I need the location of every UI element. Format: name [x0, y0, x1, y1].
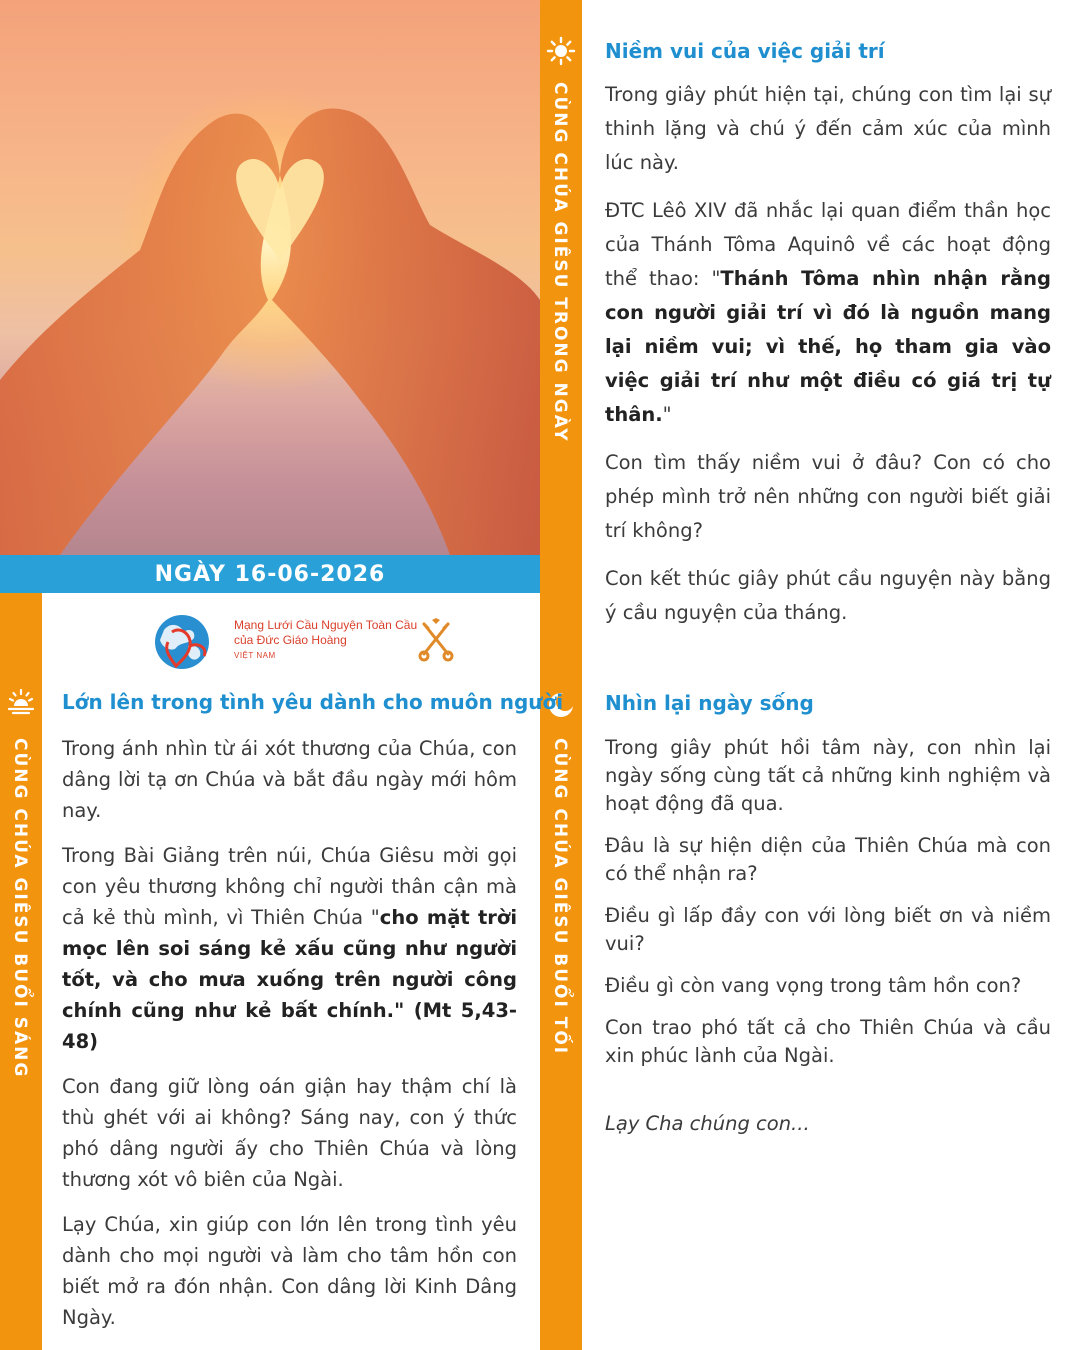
sun-icon: [546, 36, 576, 66]
morning-paragraph-2: Trong Bài Giảng trên núi, Chúa Giêsu mời gọi con yêu thương không chỉ người thân cận mà cả kẻ thù mình, vì Thiên Chúa "cho mặt trời mọc lên soi sáng kẻ xấu cũng như người tốt, và cho mưa xuống trên người công chính cũng như kẻ bất chính." (Mt 5,43-48): [62, 844, 518, 1053]
morning-reference: (Mt 5,43-48): [62, 999, 517, 1053]
evening-paragraph-1: Trong giây phút hồi tâm này, con nhìn lại ngày sống cùng tất cả những kinh nghiệm và hoạt động đã qua.: [605, 736, 1051, 815]
logo-line-1: Mạng Lưới Cầu Nguyện Toàn Cầu: [234, 618, 418, 632]
day-paragraph-1: Trong giây phút hiện tại, chúng con tìm lại sự thinh lặng và chú ý đến cảm xúc của mình lúc này.: [605, 83, 1051, 174]
morning-quote: cho mặt trời mọc lên soi sáng kẻ xấu cũng như người tốt, và cho mưa xuống trên người công chính cũng như kẻ bất chính.: [62, 906, 518, 1022]
day-heading: Niềm vui của việc giải trí: [605, 39, 885, 63]
day-quote: Thánh Tôma nhìn nhận rằng con người giải trí vì đó là nguồn mang lại niềm vui; vì thế, họ tham gia vào việc giải trí như một điều có giá trị tự thân.: [605, 267, 1051, 426]
papal-keys-icon: [418, 618, 454, 662]
closing-prayer: Lạy Cha chúng con...: [605, 1112, 810, 1135]
side-label-day: CÙNG CHÚA GIÊSU TRONG NGÀY: [550, 82, 570, 443]
evening-paragraph-5: Con trao phó tất cả cho Thiên Chúa và cầu xin phúc lành của Ngài.: [605, 1016, 1051, 1067]
day-paragraph-2: ĐTC Lêô XIV đã nhắc lại quan điểm thần học của Thánh Tôma Aquinô về các hoạt động thể thao: "Thánh Tôma nhìn nhận rằng con người giải trí vì đó là nguồn mang lại niềm vui; vì thế, họ tham gia vào việc giải trí như một điều có giá trị tự thân.": [605, 199, 1051, 426]
prayer-network-logo: [150, 612, 460, 672]
sunrise-icon: [6, 686, 36, 716]
evening-paragraph-4: Điều gì còn vang vọng trong tâm hồn con?: [605, 974, 1022, 997]
morning-paragraph-1: Trong ánh nhìn từ ái xót thương của Chúa, con dâng lời tạ ơn Chúa và bắt đầu ngày mới hôm nay.: [62, 737, 517, 822]
logo-line-2: của Đức Giáo Hoàng: [234, 633, 347, 647]
heart-hands-illustration: [0, 0, 540, 555]
side-label-evening: CÙNG CHÚA GIÊSU BUỔI TỐI: [550, 738, 570, 1056]
morning-heading: Lớn lên trong tình yêu dành cho muôn người: [62, 690, 564, 714]
morning-body: [62, 733, 517, 1347]
evening-body: [605, 734, 1051, 1152]
day-paragraph-3: Con tìm thấy niềm vui ở đâu? Con có cho phép mình trở nên những con người biết giải trí không?: [605, 451, 1051, 542]
date-banner: NGÀY 16-06-2026: [0, 555, 540, 593]
side-label-morning: CÙNG CHÚA GIÊSU BUỔI SÁNG: [10, 738, 30, 1079]
logo-line-3: VIỆT NAM: [234, 651, 276, 660]
day-paragraph-4: Con kết thúc giây phút cầu nguyện này bằng ý cầu nguyện của tháng.: [605, 567, 1051, 624]
hero-image: [0, 0, 540, 555]
evening-paragraph-3: Điều gì lấp đầy con với lòng biết ơn và niềm vui?: [605, 904, 1051, 955]
globe-heart-icon: [150, 612, 220, 672]
morning-paragraph-3: Con đang giữ lòng oán giận hay thậm chí là thù ghét với ai không? Sáng nay, con ý thức phó dâng người ấy cho Thiên Chúa và lòng thương xót vô biên của Ngài.: [62, 1075, 517, 1191]
day-body: [605, 78, 1051, 644]
evening-paragraph-2: Đâu là sự hiện diện của Thiên Chúa mà con có thể nhận ra?: [605, 834, 1051, 885]
morning-paragraph-4: Lạy Chúa, xin giúp con lớn lên trong tình yêu dành cho mọi người và làm cho tâm hồn con biết mở ra đón nhận. Con dâng lời Kinh Dâng Ngày.: [62, 1213, 517, 1329]
evening-heading: Nhìn lại ngày sống: [605, 691, 814, 715]
